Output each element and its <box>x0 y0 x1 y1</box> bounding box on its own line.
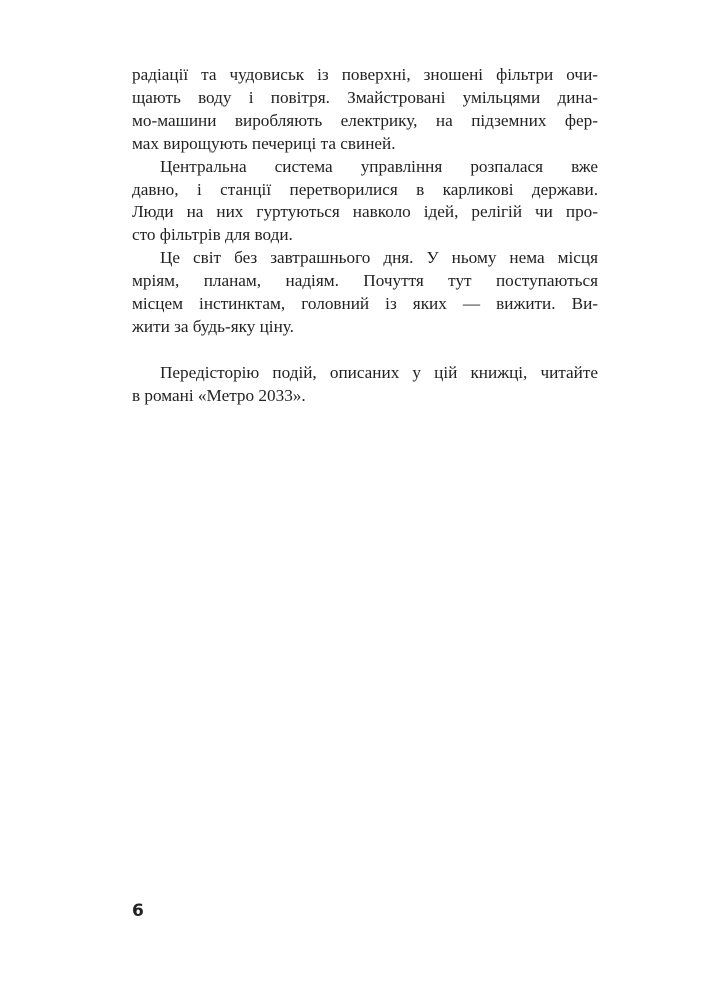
text-line: мах вирощують печериці та свиней. <box>132 133 396 153</box>
paragraph-1 <box>132 64 598 156</box>
text-line: сто фільтрів для води. <box>132 225 293 245</box>
text-line: місцем інстинктам, головний із яких — вижити. Ви- <box>132 294 598 314</box>
paragraph-2 <box>132 156 598 248</box>
text-line: давно, і станції перетворилися в карликові держави. <box>132 179 598 199</box>
page-number: 6 <box>132 901 144 921</box>
text-line: Це світ без завтрашнього дня. У ньому нема місця <box>160 248 598 268</box>
text-line: радіації та чудовиськ із поверхні, зношені фільтри очи- <box>132 65 598 84</box>
text-line: мо-машини виробляють електрику, на підземних фер- <box>132 110 598 130</box>
text-line: Передісторію подій, описаних у цій книжці, читайте <box>160 362 598 382</box>
text-line: Люди на них гуртуються навколо ідей, релігій чи про- <box>132 202 598 222</box>
body-text <box>132 64 598 408</box>
text-line: в романі «Метро 2033». <box>132 385 306 405</box>
paragraph-3 <box>132 247 598 339</box>
text-line: Центральна система управління розпалася вже <box>160 156 598 176</box>
text-line: мріям, планам, надіям. Почуття тут поступаються <box>132 271 598 291</box>
text-line: щають воду і повітря. Змайстровані умільцями дина- <box>132 87 598 107</box>
paragraph-4 <box>132 362 598 408</box>
text-line: жити за будь-яку ціну. <box>132 316 294 336</box>
